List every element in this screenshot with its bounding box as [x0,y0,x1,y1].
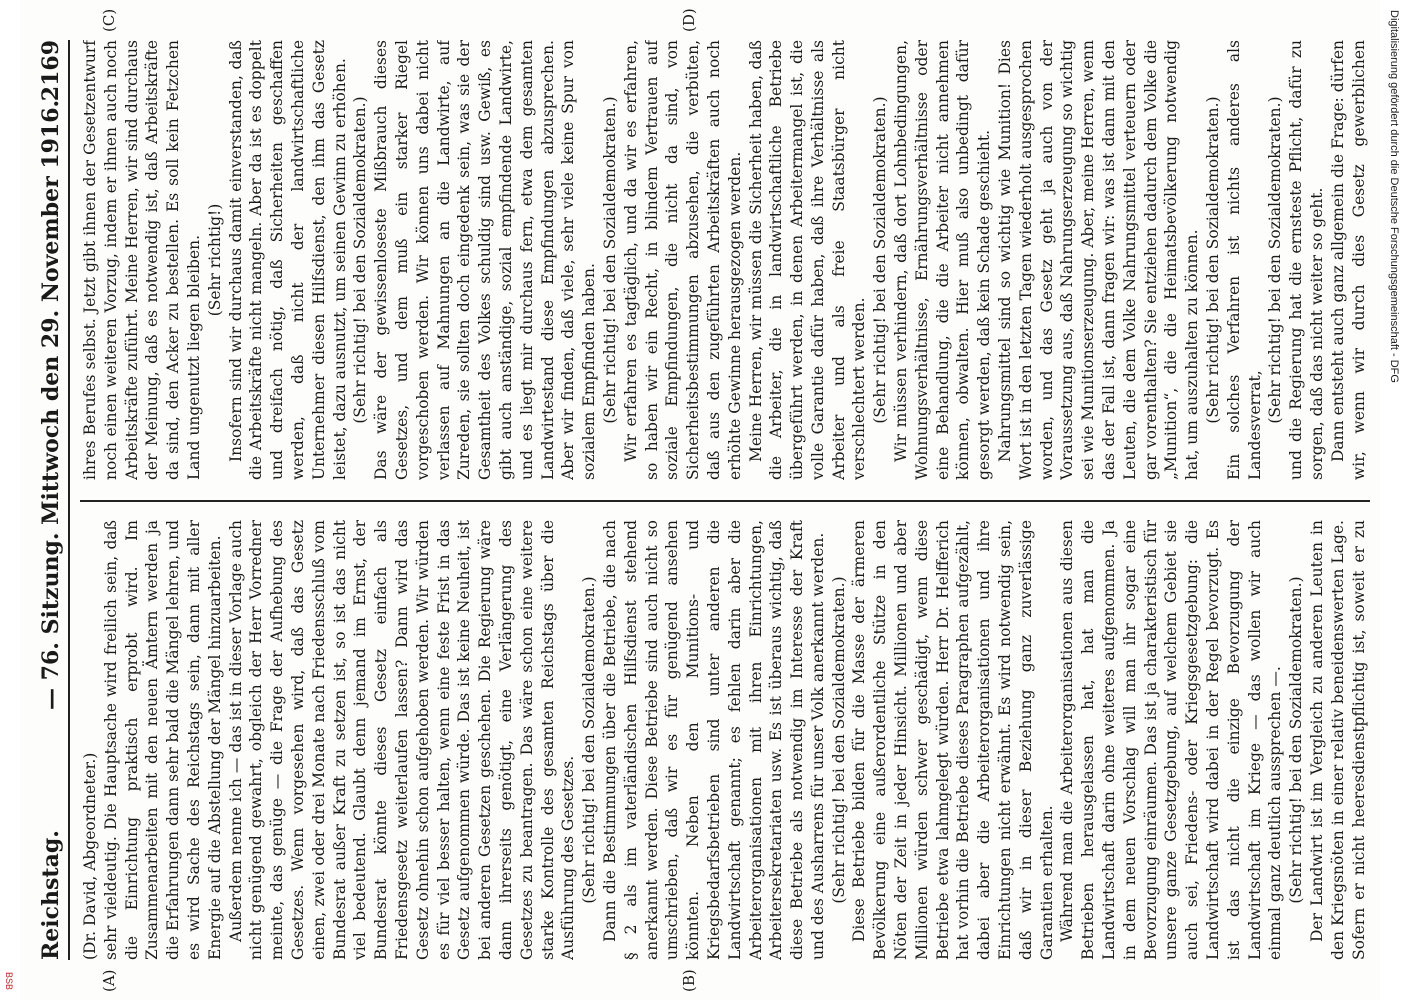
interjection: (Sehr richtig!) [205,203,224,317]
column-rule [80,500,1370,502]
paragraph: Dann die Bestimmungen über die Betriebe, die nach § 2 als im vaterländischen Hilfsdienst stehend anerkannt werden. Diese Betriebe sind auch nicht so umschrieben, daß wir es für genügend ansehen könnten. Neben den Munitions- und Kriegsbedarfsbetrieben sind unter anderen die Landwirtschaft genannt; es fehlen darin aber die Arbeiterorganisationen mit ihren Einrichtungen, Arbeitersekretariaten usw. Es ist überaus wichtig, daß diese Betriebe als notwendig im Interesse der Kraft und des Ausharrens für unser Volk anerkannt werden. [600,520,827,960]
document-page [20,0,1380,1000]
running-header [34,40,70,960]
paragraph: Ein solches Verfahren ist nichts anderes als Landesverrat, [1224,40,1264,480]
interjection: (Sehr richtig! bei den Sozialdemokraten.) [829,576,848,904]
speaker-line: (Dr. David, Abgeordneter.) [81,752,99,960]
paragraph: ihres Berufes selbst. Jetzt gibt ihnen der Gesetzentwurf noch einen weiteren Vorzug, indem er ihnen auch noch Arbeitskräfte zuführt. Meine Herren, wir sind durchaus der Meinung, daß es notwendig ist, daß Arbeitskräfte da sind, den Acker zu bestellen. Es soll kein Fetzchen Land ungenutzt liegen bleiben. [81,40,203,480]
text-column-left [80,520,1370,960]
paragraph: Insofern sind wir durchaus damit einverstanden, daß die Arbeitskräfte nicht mangeln. Aber da ist es doppelt und dreifach nötig, daß Sicherheiten geschaffen werden, daß nicht der landwirtschaftliche Unternehmer diesen Hilfsdienst, den ihm das Gesetz leistet, dazu ausnutzt, um seinen Gewinn zu erhöhen. [226,40,349,480]
interjection: (Sehr richtig! bei den Sozialdemokraten.) [871,96,890,424]
paragraph: Wir müssen verhindern, daß dort Lohnbedingungen, Wohnungsverhältnisse, Ernährungsverhältnisse oder eine Behandlung, die die Arbeiter nicht annehmen können, obwalten. Hier muß also unbedingt dafür gesorgt werden, daß kein Schade geschieht. [892,40,994,480]
interjection: (Sehr richtig! bei den Sozialdemokraten.) [1287,576,1306,904]
paragraph: Diese Betriebe bilden für die Masse der ärmeren Bevölkerung eine außerordentliche Stütze in den Nöten der Zeit in jeder Hinsicht. Millionen und aber Millionen würden schwer geschädigt, wenn diese Betriebe etwa lahmgelegt würden. Herr Dr. Helfferich hat vorhin die Betriebe dieses Paragraphen aufgezählt, dabei aber die Arbeiterorganisationen und ihre Einrichtungen nicht erwähnt. Es wird notwendig sein, daß wir in dieser Beziehung ganz zuverlässige Garantien erhalten. [850,520,1056,960]
paragraph: Außerdem nenne ich — das ist in dieser Vorlage auch nicht genügend gewahrt, obgleich der Herr Vorredner meinte, das genüge — die Frage der Aufhebung des Gesetzes. Wenn vorgesehen wird, daß das Gesetz einen, zwei oder drei Monate nach Friedensschluß vom Bundesrat außer Kraft zu setzen ist, so ist das nicht viel bedeutend. Glaubt denn jemand im Ernst, der Bundesrat könnte dieses Gesetz einfach als Friedensgesetz weiterlaufen lassen? Dann wird das Gesetz ohnehin schon aufgehoben werden. Wir würden es für viel besser halten, wenn eine feste Frist in das Gesetz aufgenommen würde. Das ist keine Neuheit, ist bei anderen Gesetzen geschehen. Die Regierung wäre dann ihrerseits genötigt, eine Verlängerung des Gesetzes zu beantragen. Das wäre schon eine weitere starke Kontrolle des gesamten Reichstags über die Ausführung des Gesetzes. [226,520,578,960]
interjection: (Sehr richtig! bei den Sozialdemokraten.) [1204,96,1223,424]
digitization-note: Digitalisierung gefördert durch die Deutsche Forschungsgemeinschaft - DFG [1388,10,1400,383]
paragraph: und die Regierung hat die ernsteste Pflicht, dafür zu sorgen, daß das nicht weiter so geht. [1287,40,1327,480]
paragraph: Wir erfahren es tagtäglich, und da wir es erfahren, so haben wir ein Recht, in blindem Vertrauen auf soziale Empfindungen, die nicht da sind, von Sicherheitsbestimmungen abzusehen, die verbüten, daß aus den zugeführten Arbeitskräften auch noch erhöhte Gewinne herausgezogen werden. [621,40,744,480]
interjection: (Sehr richtig! bei den Sozialdemokraten.) [600,96,619,424]
library-mark: BSB [4,971,14,990]
paragraph: Das wäre der gewissenloseste Mißbrauch dieses Gesetzes, und dem muß ein starker Riegel vorgeschoben werden. Wir können uns dabei nicht verlassen auf Mahnungen an die Landwirte, auf Zureden, sie sollten doch eingedenk sein, was sie der Gesamtheit des Volkes schuldig sind usw. Gewiß, es gibt auch anständige, sozial empfindende Landwirte, und es liegt mir durchaus fern, etwa dem gesamten Landwirtestand diese Empfindungen abzusprechen. Aber wir finden, daß viele, sehr viele keine Spur von sozialem Empfinden haben. [372,40,599,480]
text-column-right [80,40,1370,480]
page-number: 2169 [38,40,64,102]
paragraph: Dann entsteht auch ganz allgemein die Frage: dürfen wir, wenn wir durch dies Gesetz gewerblichen [1328,40,1368,480]
header-center: — 76. Sitzung. Mittwoch den 29. November 1916. [38,99,64,710]
paragraph: Während man die Arbeiterorganisationen aus diesen Betrieben herausgelassen hat, hat man die Landwirtschaft darin ohne weiteres aufgenommen. Ja in dem neuen Vorschlag will man ihr sogar eine Bevorzugung einräumen. Das ist ja charakteristisch für unsere ganze Gesetzgebung, auf welchem Gebiet sie auch sei, Friedens- oder Kriegsgesetzgebung: die Landwirtschaft wird dabei in der Regel bevorzugt. Es ist das nicht die einzige Bevorzugung der Landwirtschaft im Kriege — das wollen wir auch einmal ganz deutlich aussprechen —. [1058,520,1285,960]
interjection: (Sehr richtig! bei den Sozialdemokraten.) [1266,96,1285,424]
interjection: (Sehr richtig! bei den Sozialdemokraten.) [580,576,599,904]
paragraph: Meine Herren, wir müssen die Sicherheit haben, daß die Arbeiter, die in landwirtschaftliche Betriebe übergeführt werden, in denen Arbeitermangel ist, die volle Garantie dafür haben, daß ihre Verhältnisse als Arbeiter und als freie Staatsbürger nicht verschlechtert werden. [746,40,869,480]
margin-letter-c: (C) [100,8,118,32]
header-left: Reichstag. [38,830,64,960]
paragraph: sehr vieldeutig. Die Hauptsache wird freilich sein, daß die Einrichtung praktisch erprobt wird. Im Zusammenarbeiten mit den neuen Ämtern werden ja die Erfahrungen dann sehr bald die Mängel lehren, und es wird Sache des Reichstags sein, dann mit aller Energie auf die Abstellung der Mängel hinzuarbeiten. [101,520,224,960]
margin-letter-a: (A) [100,969,118,992]
margin-letter-d: (D) [680,8,698,32]
paragraph: Nahrungsmittel sind so wichtig wie Munition! Dies Wort ist in den letzten Tagen wiederholt ausgesprochen worden, und das Gesetz geht ja auch von der Voraussetzung aus, daß Nahrungserzeugung so wichtig sei wie Munitionserzeugung. Aber, meine Herren, wenn das der Fall ist, dann fragen wir: was ist dann mit den Leuten, die dem Volke Nahrungsmittel verteuern oder gar vorenthalten? Sie entziehen dadurch dem Volke die „Munition“, die die Heimatsbevölkerung notwendig hat, um auszuhalten zu können. [996,40,1202,480]
margin-letter-b: (B) [680,969,698,992]
interjection: (Sehr richtig! bei den Sozialdemokraten.) [351,96,370,424]
paragraph: Der Landwirt ist im Vergleich zu anderen Leuten in den Kriegsnöten in einer relativ beneidenswerten Lage. Sofern er nicht heeresdienstpflichtig ist, soweit er zu [1308,520,1368,960]
